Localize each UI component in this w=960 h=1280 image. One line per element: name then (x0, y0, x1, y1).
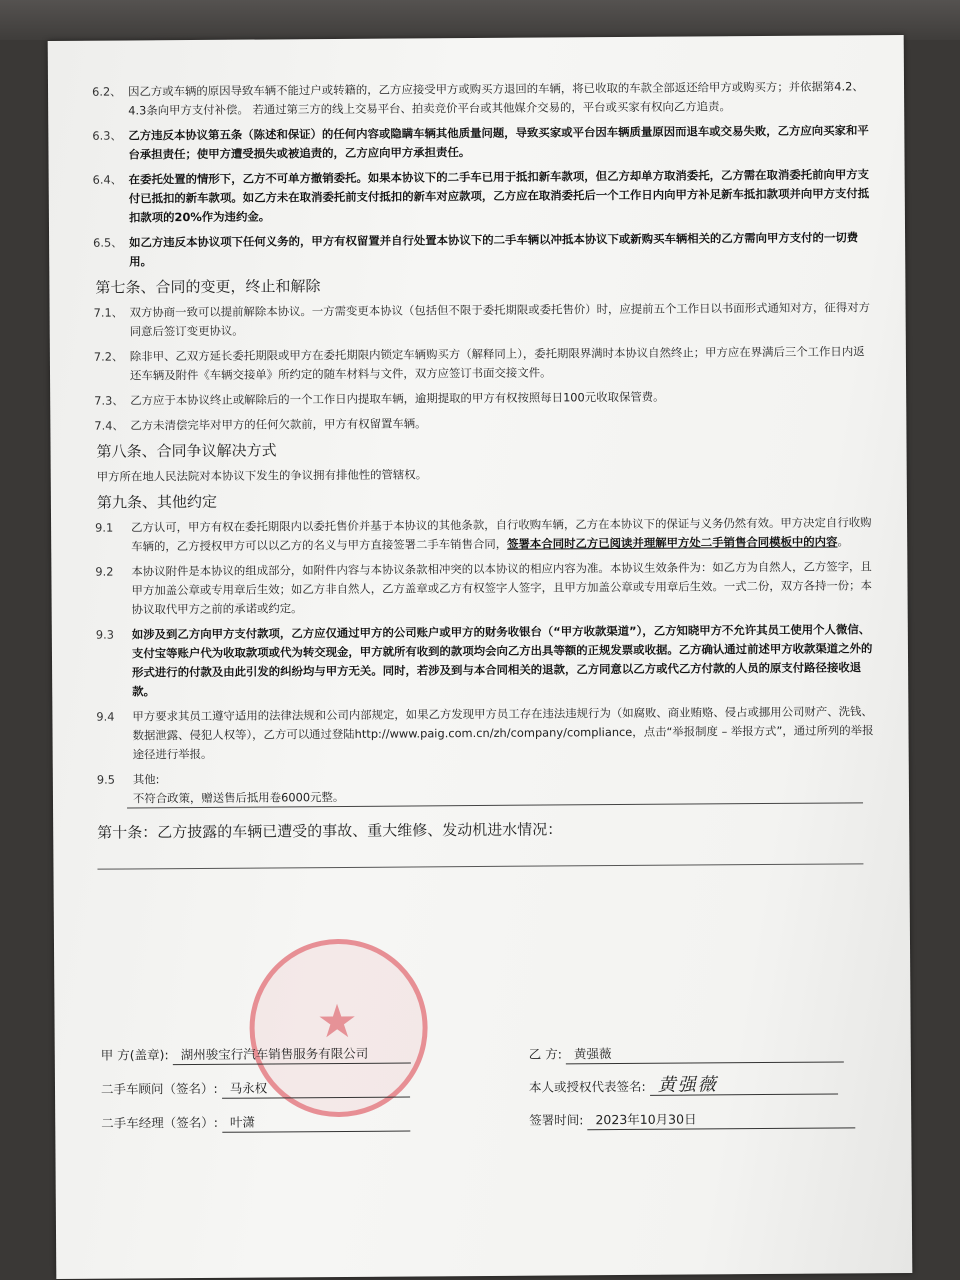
clause-number: 9.1 (95, 520, 114, 535)
clause-text: 在委托处置的情形下，乙方不可单方撤销委托。如果本协议下的二手车已用于抵扣新车款项，但乙方却单方取消委托，乙方需在取消委托前向甲方支付已抵扣的新车款项。如乙方未在取消委托前支付抵扣的新车对应款项，乙方应在取消委托后一个工作日内向甲方补足新车抵扣款项并向甲方支付抵扣款项的20%作为违约金。 (128, 167, 870, 225)
sign-date-label: 签署时间: (529, 1112, 584, 1128)
clause-number: 7.4、 (94, 418, 124, 433)
representative-label: 本人或授权代表签名: (528, 1078, 646, 1095)
clause-9-2 (95, 557, 875, 619)
clause-text: 如涉及到乙方向甲方支付款项，乙方应仅通过甲方的公司账户或甲方的财务收银台（“甲方收款渠道”），乙方知晓甲方不允许其员工使用个人微信、支付宝等账户代为收取款项或代为转交现金，甲方就所有收到的款项均会向乙方出具等额的正规发票或收据。乙方确认通过前述甲方收款渠道之外的形式进行的付款及由此引发的纠纷均与甲方无关。同时，若涉及到与本合同相关的退款，乙方同意以乙方或代乙方付款的人员的原支付路径接收退款。 (131, 622, 873, 699)
clause-text: 双方协商一致可以提前解除本协议。一方需变更本协议（包括但不限于委托期限或委托售价）时，应提前五个工作日以书面形式通知对方，征得对方同意后签订变更协议。 (129, 300, 871, 339)
manager-row (101, 1113, 410, 1134)
clause-text: 如乙方违反本协议项下任何义务的，甲方有权留置并自行处置本协议下的二手车辆以冲抵本协议下或新购买车辆相关的乙方需向甲方支付的一切费用。 (129, 230, 859, 269)
clause-number: 6.5、 (93, 235, 123, 250)
section-6-clauses (92, 77, 873, 271)
clause-end: 。 (837, 534, 849, 549)
sign-date-value: 2023年10月30日 (587, 1109, 855, 1130)
clause-9-1 (95, 513, 875, 556)
clause-number: 9.5 (96, 772, 116, 787)
party-b-label: 乙 方: (528, 1046, 563, 1062)
advisor-row (101, 1079, 410, 1100)
clause-number: 6.3、 (92, 128, 122, 143)
contract-clause (94, 411, 874, 435)
clause-text: 本协议附件是本协议的组成部分，如附件内容与本协议条款相冲突的以本协议的相应内容为准。本协议生效条件为：如乙方为自然人，乙方签字，且甲方加盖公章或专用章后生效；如乙方非自然人，乙方盖章或乙方有权签字人签字，且甲方加盖公章或专用章后生效。一式二份，双方各持一份；本协议取代甲方之前的承诺或约定。 (131, 559, 872, 617)
section-8-text: 甲方所在地人民法院对本协议下发生的争议拥有排他性的管辖权。 (96, 467, 428, 484)
sign-date-row (529, 1109, 855, 1130)
section-7-title: 第七条、合同的变更，终止和解除 (95, 277, 321, 297)
clause-9-3 (96, 620, 877, 701)
manager-value: 叶潇 (222, 1113, 410, 1133)
clause-text: 因乙方或车辆的原因导致车辆不能过户或转籍的，乙方应接受甲方或购买方退回的车辆，将已收取的车款全部返还给甲方或购买方；并依据第4.2、4.3条向甲方支付补偿。 若通过第三方的线上交易平台、拍卖竞价平台或其他媒介交易的，平台或买家有权向乙方追责。 (127, 79, 864, 118)
contract-clause (92, 121, 872, 164)
section-10-blank-line (97, 837, 863, 869)
signature-block (98, 993, 879, 1158)
clause-number: 7.3、 (94, 393, 124, 408)
other-agreement-value: 不符合政策，赠送售后抵用卷6000元整。 (127, 784, 863, 808)
background (0, 0, 960, 40)
party-b-row (529, 1043, 844, 1064)
clause-number: 6.2、 (91, 84, 122, 99)
contract-clause (93, 228, 873, 271)
section-7-clauses (94, 298, 875, 435)
clause-emphasis: 签署本合同时乙方已阅读并理解甲方处二手销售合同模板中的内容 (507, 534, 838, 551)
party-a-row (101, 1044, 411, 1065)
clause-label: 其他: (132, 772, 160, 787)
clause-number: 9.3 (95, 627, 115, 642)
party-b-value: 黄强薇 (566, 1043, 844, 1064)
clause-number: 9.4 (96, 709, 115, 724)
advisor-label: 二手车顾问（签名）: (100, 1080, 218, 1097)
contract-clause (94, 298, 874, 341)
clause-text: 甲方要求其员工遵守适用的法律法规和公司内部规定，如果乙方发现甲方员工存在违法违规行为（如腐败、商业贿赂、侵占或挪用公司财产、洗钱、数据泄露、侵犯人权等），乙方可以通过登陆http://www.paig.com.cn/zh/company/compliance，点击“举报制度 – 举报方式”，通过所列的举报途径进行举报。 (132, 704, 874, 762)
section-10-title: 第十条：乙方披露的车辆已遭受的事故、重大维修、发动机进水情况： (97, 820, 563, 842)
handwritten-signature: 黄强薇 (650, 1076, 838, 1096)
section-9-title: 第九条、其他约定 (96, 492, 217, 512)
clause-text: 乙方违反本协议第五条（陈述和保证）的任何内容或隐瞒车辆其他质量问题，导致买家或平台因车辆质量原因而退车或交易失败，乙方应向买家和平台承担责任；使甲方遭受损失或被追责的，乙方应向甲方承担责任。 (128, 123, 869, 162)
clause-number: 7.1、 (93, 305, 124, 320)
clause-number: 7.2、 (93, 349, 124, 364)
manager-label: 二手车经理（签名）: (101, 1114, 219, 1131)
representative-row (529, 1076, 838, 1097)
seal-star-icon: ★ (316, 993, 358, 1049)
clause-number: 6.4、 (92, 172, 123, 187)
contract-clause (92, 77, 872, 120)
party-a-label: 甲 方(盖章): (100, 1047, 169, 1063)
contract-clause (94, 386, 874, 410)
contract-clause (94, 342, 874, 385)
advisor-value: 马永权 (222, 1079, 410, 1099)
clause-text: 乙方未清偿完毕对甲方的任何欠款前，甲方有权留置车辆。 (130, 416, 427, 433)
party-a-value: 湖州骏宝行汽车销售服务有限公司 (173, 1044, 411, 1065)
clause-text: 乙方应于本协议终止或解除后的一个工作日内提取车辆，逾期提取的甲方有权按照每日100元收取保管费。 (130, 389, 665, 408)
contract-body (92, 77, 877, 869)
section-8-title: 第八条、合同争议解决方式 (96, 441, 277, 461)
clause-number: 9.2 (95, 564, 114, 579)
contract-clause (93, 165, 873, 227)
contract-page (48, 35, 913, 1279)
clause-text: 乙方认可，甲方有权在委托期限内以委托售价并基于本协议的其他条款，自行收购车辆，乙方在本协议下的保证与义务仍然有效。甲方决定自行收购车辆的，乙方授权甲方可以以乙方的名义与甲方直接签署二手车销售合同， (131, 515, 872, 554)
clause-text: 除非甲、乙双方延长委托期限或甲方在委托期限内锁定车辆购买方（解释同上），委托期限界满时本协议自然终止；甲方应在界满后三个工作日内返还车辆及附件《车辆交接单》所约定的随车材料与文件，双方应签订书面交接文件。 (129, 344, 865, 383)
clause-9-4 (96, 702, 876, 764)
